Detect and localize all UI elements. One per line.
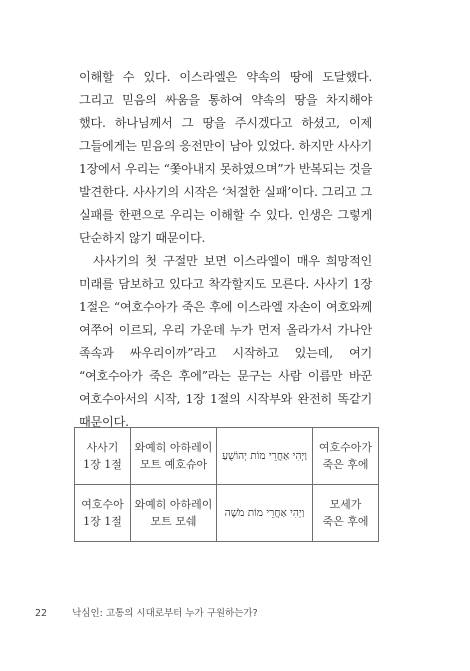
meaning-cell [313, 428, 379, 485]
meaning-cell [313, 485, 379, 542]
transliteration-line: 와예히 아하레이 [134, 498, 213, 511]
meaning-line: 죽은 후에 [322, 458, 369, 471]
transliteration-line: 모트 모쉐 [150, 515, 197, 528]
chapter-verse: 1장 1절 [83, 458, 122, 471]
page-number: 22 [35, 608, 48, 619]
paragraph-judges-opening: 사사기의 첫 구절만 보면 이스라엘이 매우 희망적인 미래를 담보하고 있다고 착각할지도 모른다. 사사기 1장 1절은 “여호수아가 죽은 후에 이스라엘 자손이 여호와께 여쭈어 이르되, 우리 가운데 누가 먼저 올라가서 가나안 족속과 싸우리이까”라고 시작하고 있는데, 여기 “여호수아가 죽은 후에”라는 문구는 사람 이름만 바꾼 여호수아서의 시작, 1장 1절의 시작부와 완전히 똑같기 때문이다. [79, 254, 372, 429]
meaning-line: 여호수아가 [318, 441, 373, 454]
meaning-line: 모세가 [329, 498, 362, 511]
running-title: 낙심인: 고통의 시대로부터 누가 구원하는가? [72, 608, 258, 619]
chapter-verse: 1장 1절 [83, 515, 122, 528]
paragraph-continued: 이해할 수 있다. 이스라엘은 약속의 땅에 도달했다. 그리고 믿음의 싸움을 통하여 약속의 땅을 차지해야 했다. 하나님께서 그 땅을 주시겠다고 하셨고, 이제 그들에게는 믿음의 응전만이 남아 있었다. 하지만 사사기 1장에서 우리는 “쫓아내지 못하였으며”가 반복되는 것을 발견한다. 사사기의 시작은 ‘처절한 실패’이다. 그리고 그 실패를 한편으로 우리는 이해할 수 있다. 인생은 그렇게 단순하지 않기 때문이다. [79, 70, 372, 245]
book-name: 사사기 [86, 441, 119, 454]
verse-reference-cell [75, 485, 131, 542]
meaning-line: 죽은 후에 [322, 515, 369, 528]
hebrew-text-cell: וַיְהִי אַחֲרֵי מוֹת מֹשֶׁה [217, 485, 313, 542]
transliteration-cell [131, 485, 217, 542]
transliteration-line: 와예히 아하레이 [134, 441, 213, 454]
hebrew-text-cell: וַיְהִי אַחֲרֵי מוֹת יְהוֹשֻׁעַ [217, 428, 313, 485]
body-text [79, 66, 372, 434]
table-row [75, 485, 379, 542]
book-name: 여호수아 [81, 498, 124, 511]
transliteration-line: 모트 예호슈아 [139, 458, 208, 471]
page-footer [35, 605, 258, 619]
transliteration-cell [131, 428, 217, 485]
verse-reference-cell [75, 428, 131, 485]
comparison-table [74, 427, 379, 542]
table-row [75, 428, 379, 485]
